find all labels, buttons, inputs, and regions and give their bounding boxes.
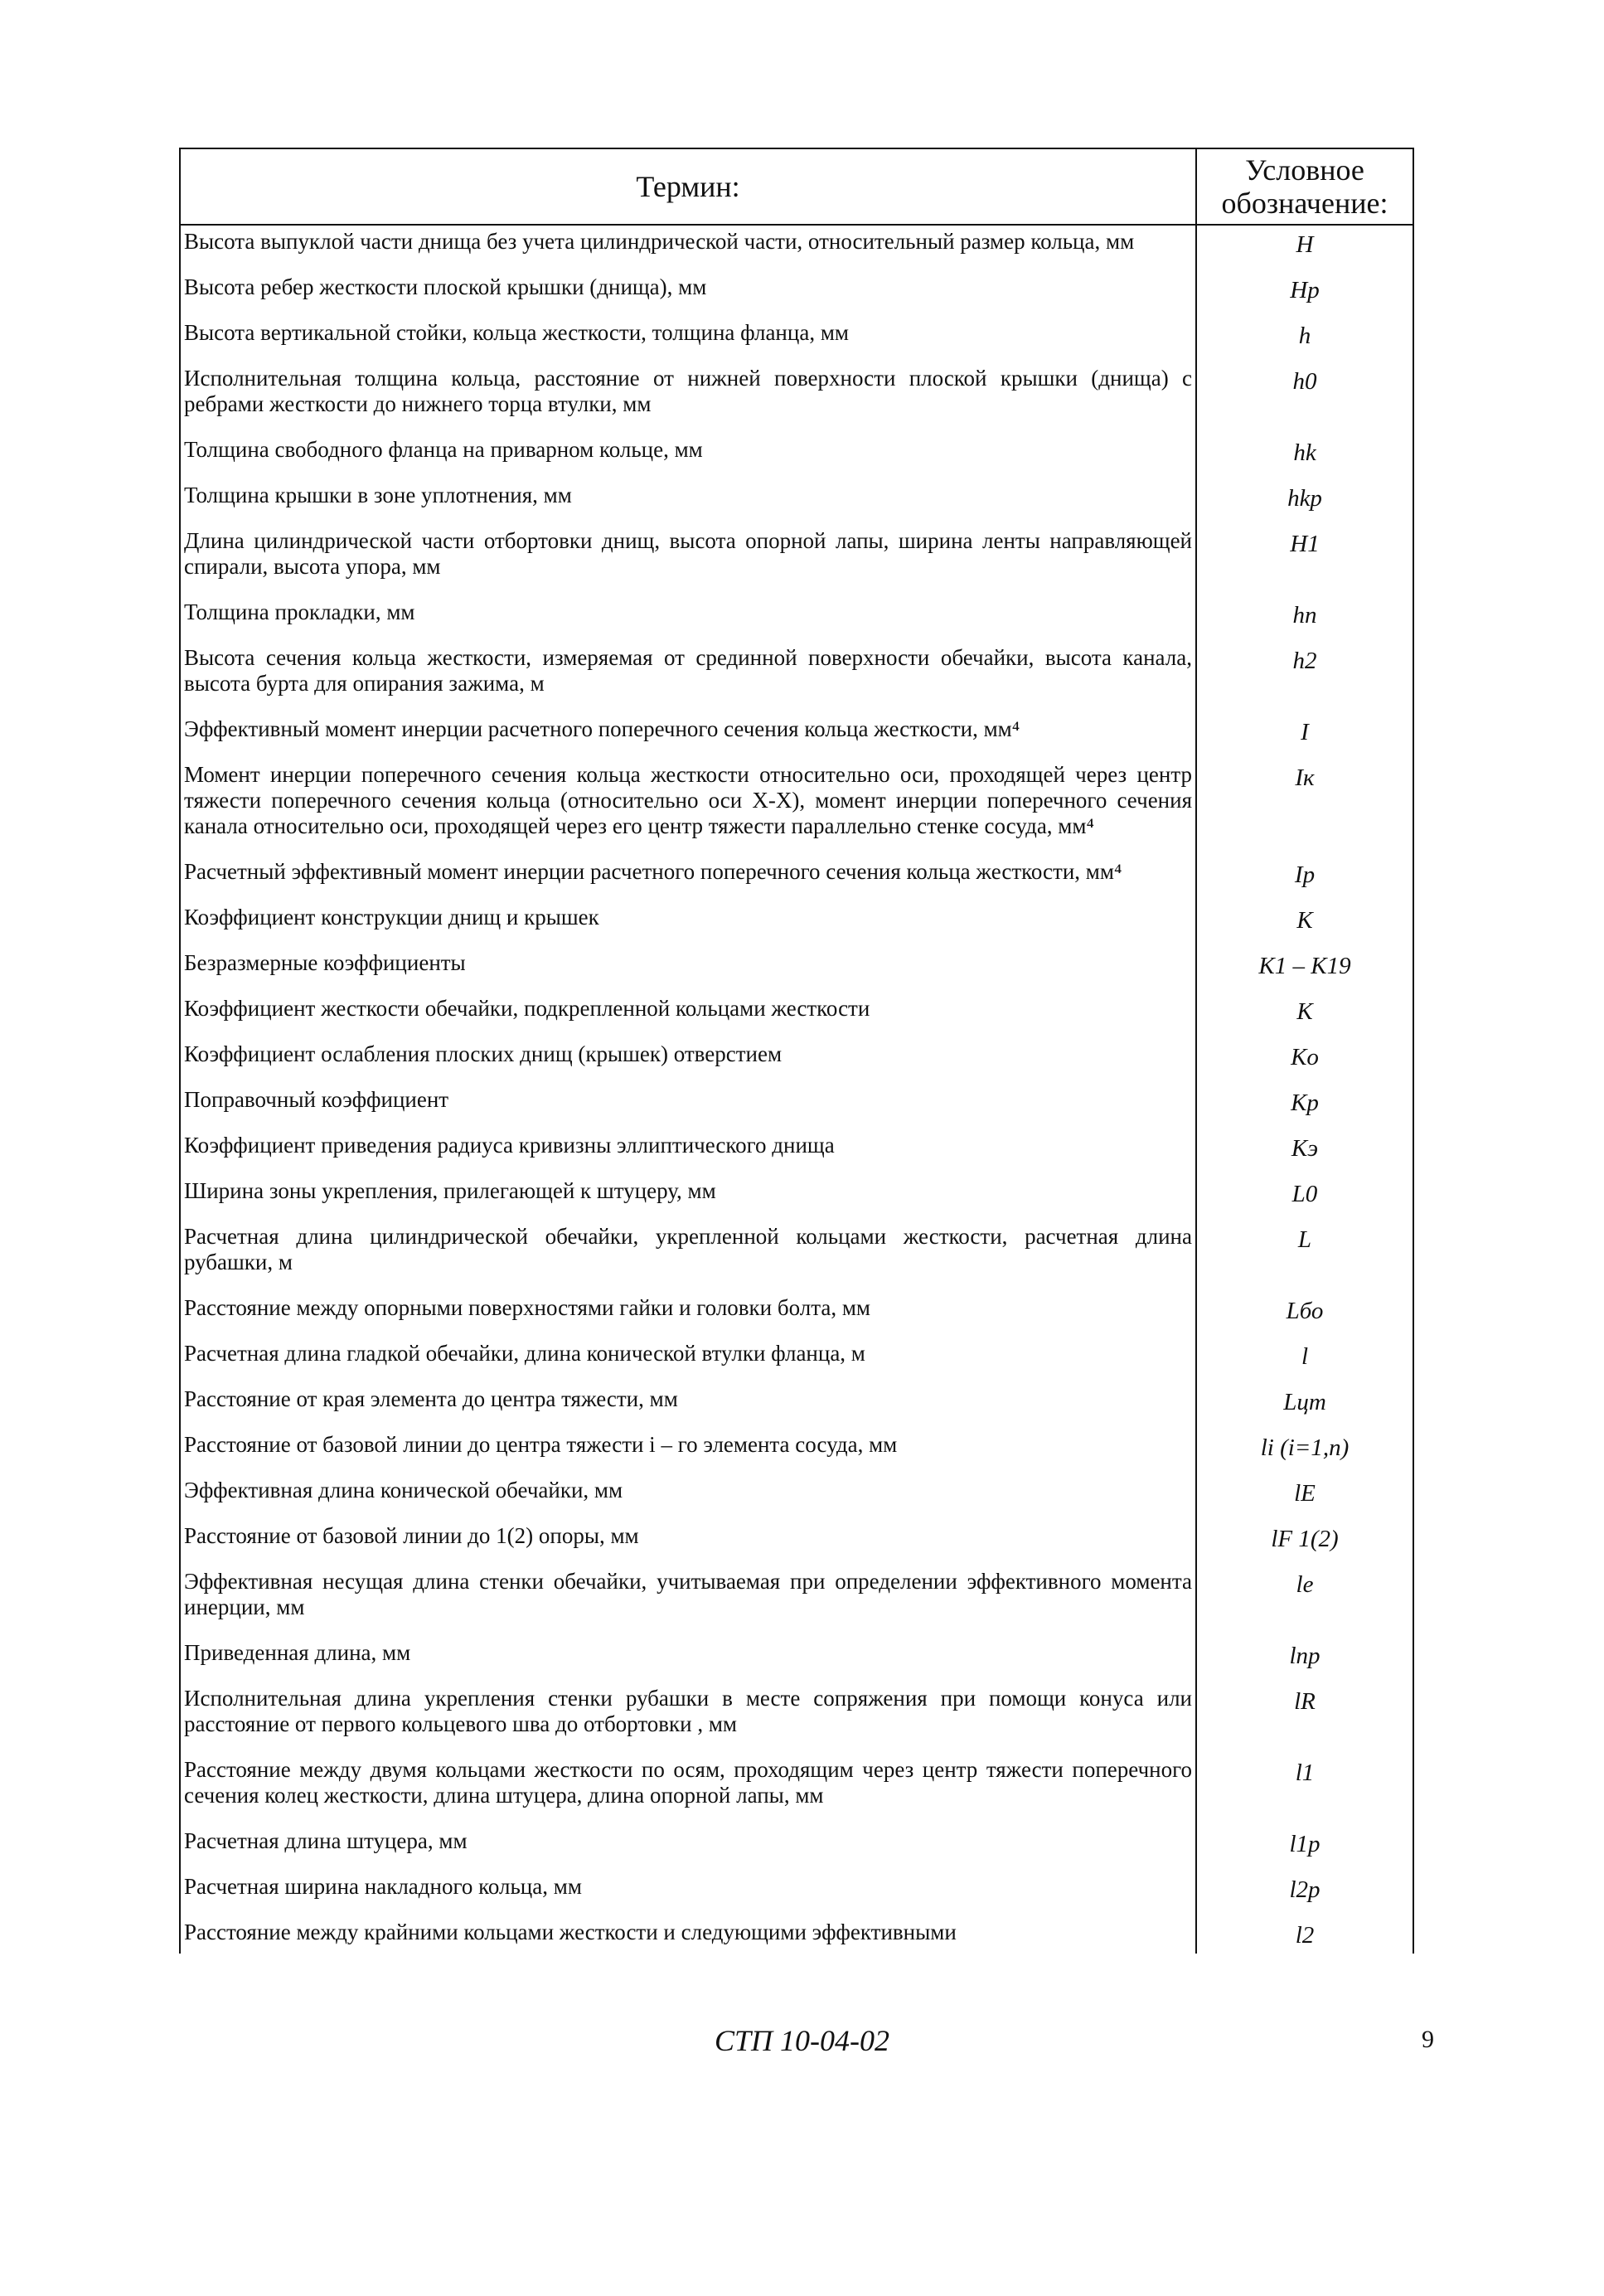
term-cell: Высота вертикальной стойки, кольца жесткости, толщина фланца, мм xyxy=(180,317,1196,362)
symbol-cell: H xyxy=(1196,225,1413,271)
term-cell: Расчетная длина гладкой обечайки, длина конической втулки фланца, м xyxy=(180,1337,1196,1383)
term-cell: Длина цилиндрической части отбортовки днищ, высота опорной лапы, ширина ленты направляющей спирали, высота упора, мм xyxy=(180,525,1196,596)
table-row xyxy=(180,317,1413,362)
table-row xyxy=(180,642,1413,713)
symbol-cell: lR xyxy=(1196,1682,1413,1754)
table-row xyxy=(180,1038,1413,1084)
table-row xyxy=(180,525,1413,596)
term-cell: Расстояние от базовой линии до 1(2) опоры, мм xyxy=(180,1520,1196,1565)
footer-document-code: СТП 10-04-02 xyxy=(714,2024,889,2057)
term-cell: Высота выпуклой части днища без учета цилиндрической части, относительный размер кольца, мм xyxy=(180,225,1196,271)
term-cell: Расстояние между двумя кольцами жесткости по осям, проходящим через центр тяжести поперечного сечения колец жесткости, длина штуцера, длина опорной лапы, мм xyxy=(180,1754,1196,1825)
symbol-cell: Hр xyxy=(1196,271,1413,317)
table-row xyxy=(180,856,1413,901)
term-cell: Толщина прокладки, мм xyxy=(180,596,1196,642)
term-cell: Эффективный момент инерции расчетного поперечного сечения кольца жесткости, мм⁴ xyxy=(180,713,1196,759)
symbol-cell: le xyxy=(1196,1565,1413,1637)
header-symbol: Условное обозначение: xyxy=(1196,148,1413,225)
table-row xyxy=(180,271,1413,317)
table-row xyxy=(180,1337,1413,1383)
term-cell: Толщина свободного фланца на приварном кольце, мм xyxy=(180,434,1196,479)
table-row xyxy=(180,1084,1413,1129)
symbol-cell: Iк xyxy=(1196,759,1413,856)
symbol-cell: K xyxy=(1196,993,1413,1038)
term-cell: Исполнительная толщина кольца, расстояние от нижней поверхности плоской крышки (днища) с ребрами жесткости до нижнего торца втулки, мм xyxy=(180,362,1196,434)
header-term: Термин: xyxy=(180,148,1196,225)
table-row xyxy=(180,1637,1413,1682)
symbol-cell: H1 xyxy=(1196,525,1413,596)
symbol-cell: l1 xyxy=(1196,1754,1413,1825)
term-cell: Приведенная длина, мм xyxy=(180,1637,1196,1682)
table-row xyxy=(180,993,1413,1038)
term-cell: Расстояние от края элемента до центра тяжести, мм xyxy=(180,1383,1196,1429)
term-cell: Расчетная длина цилиндрической обечайки, укрепленной кольцами жесткости, расчетная длина рубашки, м xyxy=(180,1221,1196,1292)
symbol-cell: I xyxy=(1196,713,1413,759)
symbol-cell: Lбо xyxy=(1196,1292,1413,1337)
symbol-cell: K1 – K19 xyxy=(1196,947,1413,993)
table-row xyxy=(180,1175,1413,1221)
term-cell: Расстояние от базовой линии до центра тяжести i – го элемента сосуда, мм xyxy=(180,1429,1196,1474)
term-cell: Толщина крышки в зоне уплотнения, мм xyxy=(180,479,1196,525)
symbol-cell: h0 xyxy=(1196,362,1413,434)
symbol-cell: hkp xyxy=(1196,479,1413,525)
symbol-cell: hk xyxy=(1196,434,1413,479)
symbol-cell: Lцт xyxy=(1196,1383,1413,1429)
term-cell: Расчетная ширина накладного кольца, мм xyxy=(180,1871,1196,1916)
term-cell: Эффективная несущая длина стенки обечайки, учитываемая при определении эффективного момента инерции, мм xyxy=(180,1565,1196,1637)
table-row xyxy=(180,1871,1413,1916)
symbol-cell: K xyxy=(1196,901,1413,947)
term-cell: Расчетный эффективный момент инерции расчетного поперечного сечения кольца жесткости, мм⁴ xyxy=(180,856,1196,901)
page-number: 9 xyxy=(1422,2026,1434,2053)
symbol-cell: lпр xyxy=(1196,1637,1413,1682)
table-row xyxy=(180,713,1413,759)
term-cell: Коэффициент приведения радиуса кривизны эллиптического днища xyxy=(180,1129,1196,1175)
table-row xyxy=(180,947,1413,993)
table-row xyxy=(180,225,1413,271)
term-cell: Расстояние между крайними кольцами жесткости и следующими эффективными xyxy=(180,1916,1196,1954)
table-row xyxy=(180,1565,1413,1637)
symbol-cell: lE xyxy=(1196,1474,1413,1520)
term-cell: Расчетная длина штуцера, мм xyxy=(180,1825,1196,1871)
term-cell: Расстояние между опорными поверхностями гайки и головки болта, мм xyxy=(180,1292,1196,1337)
symbol-cell: Iр xyxy=(1196,856,1413,901)
term-cell: Коэффициент конструкции днищ и крышек xyxy=(180,901,1196,947)
table-row xyxy=(180,1916,1413,1954)
symbol-cell: hn xyxy=(1196,596,1413,642)
term-cell: Коэффициент ослабления плоских днищ (крышек) отверстием xyxy=(180,1038,1196,1084)
table-row xyxy=(180,596,1413,642)
symbol-cell: L xyxy=(1196,1221,1413,1292)
table-row xyxy=(180,1383,1413,1429)
symbol-cell: l xyxy=(1196,1337,1413,1383)
term-cell: Исполнительная длина укрепления стенки рубашки в месте сопряжения при помощи конуса или расстояние от первого кольцевого шва до отбортовки , мм xyxy=(180,1682,1196,1754)
symbol-cell: Kэ xyxy=(1196,1129,1413,1175)
table-row xyxy=(180,1474,1413,1520)
table-row xyxy=(180,901,1413,947)
symbol-cell: l2 xyxy=(1196,1916,1413,1954)
symbol-cell: Kр xyxy=(1196,1084,1413,1129)
term-cell: Момент инерции поперечного сечения кольца жесткости относительно оси, проходящей через центр тяжести поперечного сечения кольца (относительно оси X-X), момент инерции поперечного сечения канала относительно оси, проходящей через его центр тяжести параллельно стенке сосуда, мм⁴ xyxy=(180,759,1196,856)
table-row xyxy=(180,1825,1413,1871)
term-cell: Коэффициент жесткости обечайки, подкрепленной кольцами жесткости xyxy=(180,993,1196,1038)
term-cell: Эффективная длина конической обечайки, мм xyxy=(180,1474,1196,1520)
table-row xyxy=(180,759,1413,856)
symbol-cell: L0 xyxy=(1196,1175,1413,1221)
table-row xyxy=(180,362,1413,434)
table-row xyxy=(180,1754,1413,1825)
table-row xyxy=(180,1520,1413,1565)
term-cell: Высота ребер жесткости плоской крышки (днища), мм xyxy=(180,271,1196,317)
term-cell: Безразмерные коэффициенты xyxy=(180,947,1196,993)
table-row xyxy=(180,1682,1413,1754)
symbol-cell: h2 xyxy=(1196,642,1413,713)
table-header-row xyxy=(180,148,1413,225)
symbol-cell: Ko xyxy=(1196,1038,1413,1084)
symbol-cell: h xyxy=(1196,317,1413,362)
symbol-cell: lF 1(2) xyxy=(1196,1520,1413,1565)
table-row xyxy=(180,434,1413,479)
symbol-cell: li (i=1,n) xyxy=(1196,1429,1413,1474)
term-cell: Поправочный коэффициент xyxy=(180,1084,1196,1129)
symbol-cell: l2р xyxy=(1196,1871,1413,1916)
term-cell: Ширина зоны укрепления, прилегающей к штуцеру, мм xyxy=(180,1175,1196,1221)
terms-table xyxy=(179,148,1414,1954)
table-row xyxy=(180,1292,1413,1337)
table-row xyxy=(180,1129,1413,1175)
table-row xyxy=(180,1221,1413,1292)
term-cell: Высота сечения кольца жесткости, измеряемая от срединной поверхности обечайки, высота канала, высота бурта для опирания зажима, м xyxy=(180,642,1196,713)
table-row xyxy=(180,479,1413,525)
symbol-cell: l1р xyxy=(1196,1825,1413,1871)
table-row xyxy=(180,1429,1413,1474)
